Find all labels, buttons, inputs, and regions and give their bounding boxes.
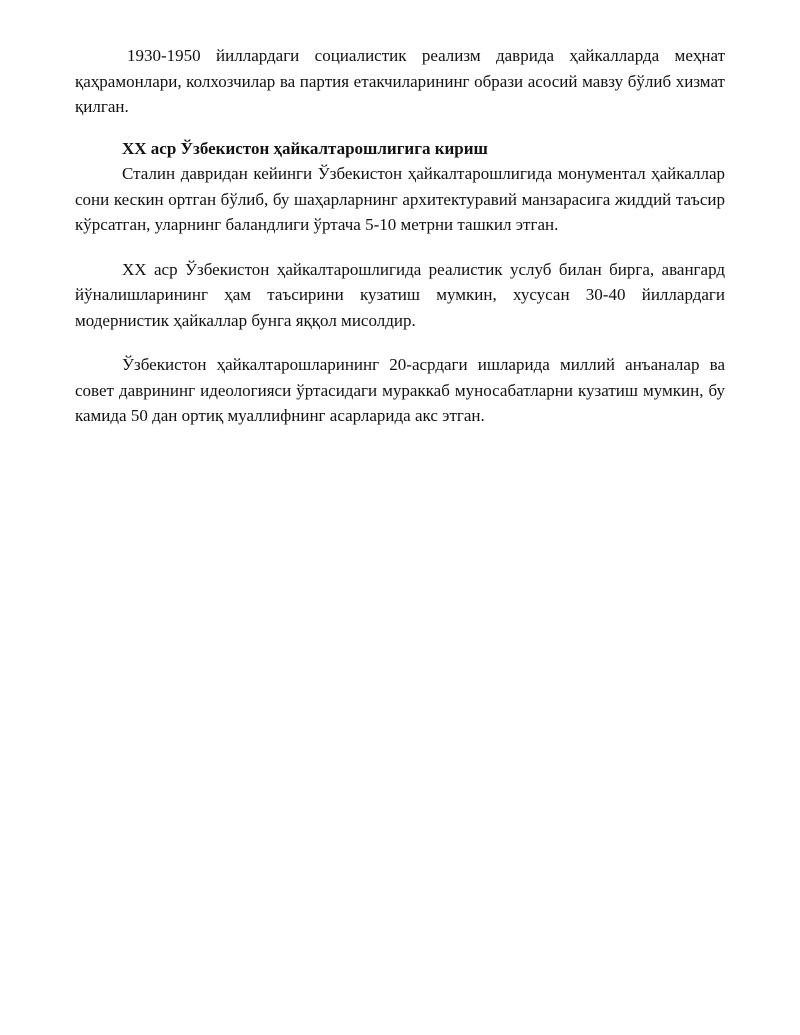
paragraph-post-stalin: Сталин давридан кейинги Ўзбекистон ҳайкалтарошлигида монументал ҳайкаллар сони кескин ортган бўлиб, бу шаҳарларнинг архитектуравий манзарасига жиддий таъсир кўрсатган, уларнинг баландлиги ўртача 5-10 метрни ташкил этган. — [75, 164, 725, 234]
paragraph-national-traditions: Ўзбекистон ҳайкалтарошларининг 20-асрдаги ишларида миллий анъаналар ва совет даврининг идеологияси ўртасидаги мураккаб муносабатларни кузатиш мумкин, бу камида 50 дан ортиқ муаллифнинг асарларида акс этган. — [75, 355, 725, 425]
document-body — [75, 43, 725, 429]
section-heading: XX аср Ўзбекистон ҳайкалтарошлигига кириш — [122, 138, 488, 158]
paragraph-avant-garde: XX аср Ўзбекистон ҳайкалтарошлигида реалистик услуб билан бирга, авангард йўналишларининг ҳам таъсирини кузатиш мумкин, хусусан 30-40 йиллардаги модернистик ҳайкаллар бунга яққол мисолдир. — [75, 259, 725, 330]
paragraph-socialist-realism: 1930-1950 йиллардаги социалистик реализм даврида ҳайкалларда меҳнат қаҳрамонлари, колхозчилар ва партия етакчиларининг образи асосий мавзу бўлиб хизмат қилган. — [75, 46, 725, 116]
